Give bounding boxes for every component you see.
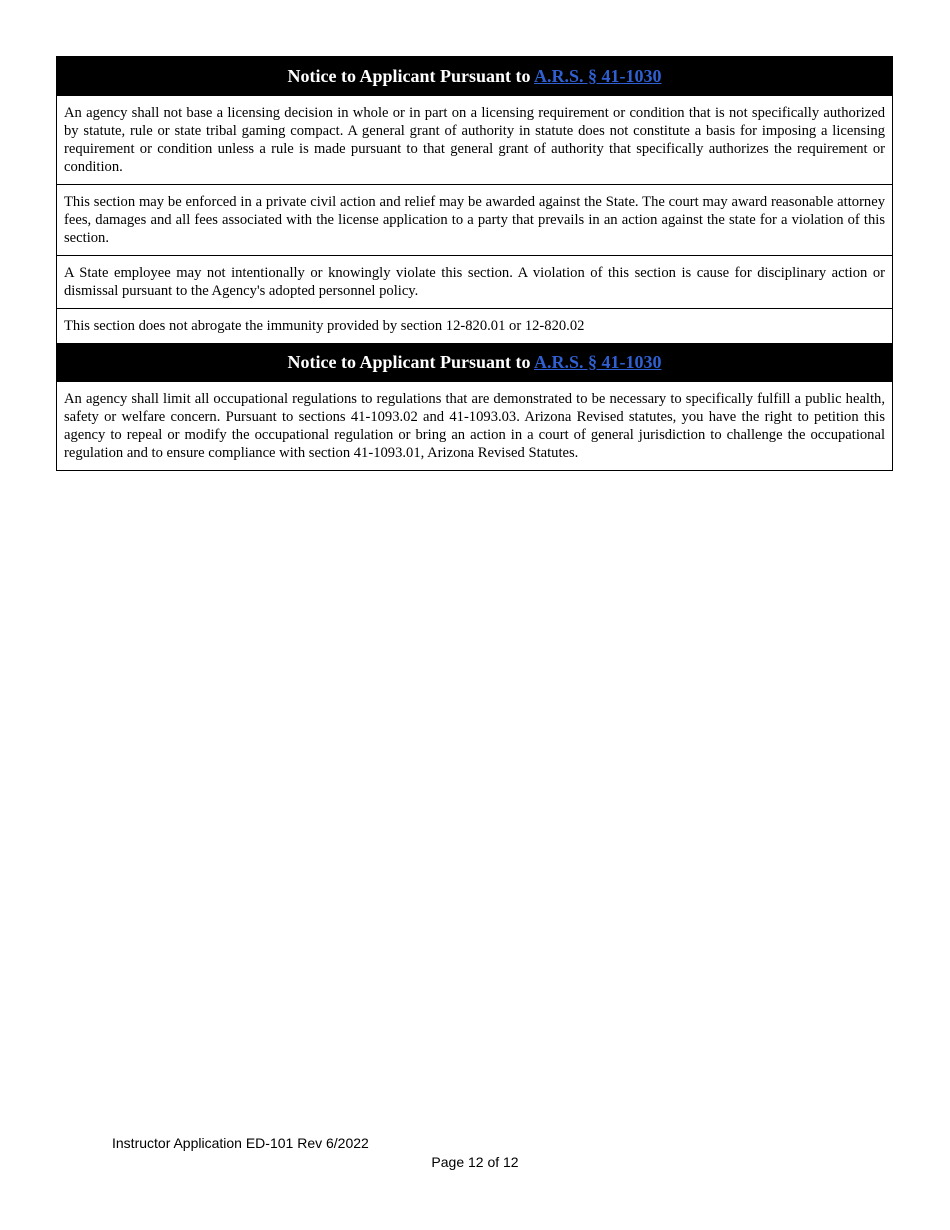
notice-paragraph-licensing-decision: An agency shall not base a licensing decision in whole or in part on a licensing requirement or condition that is not specifically authorized by statute, rule or state tribal gaming compact. A general grant of authority in statute does not constitute a basis for imposing a licensing requirement or condition unless a rule is made pursuant to that general grant of authority that specifically authorizes the requirement or condition. bbox=[64, 105, 885, 175]
notice-paragraph-occupational-regulations: An agency shall limit all occupational regulations to regulations that are demonstrated to be necessary to specifically fulfill a public health, safety or welfare concern. Pursuant to sections 41-1093.02 and 41-1093.03. Arizona Revised statutes, you have the right to petition this agency to repeal or modify the occupational regulation or bring an action in a court of general jurisdiction to challenge the occupational regulation and to ensure compliance with section 41-1093.01, Arizona Revised Statutes. bbox=[64, 391, 885, 461]
notice-header-text: Notice to Applicant Pursuant to bbox=[287, 352, 534, 372]
notice-paragraph-state-employee: A State employee may not intentionally or knowingly violate this section. A violation of this section is cause for disciplinary action or dismissal pursuant to the Agency's adopted personnel policy. bbox=[57, 255, 892, 308]
notice-table bbox=[56, 56, 893, 471]
ars-41-1030-link[interactable]: A.R.S. § 41-1030 bbox=[534, 66, 662, 86]
notice-paragraph-immunity: This section does not abrogate the immunity provided by section 12-820.01 or 12-820.02 bbox=[57, 308, 892, 343]
notice-header-1 bbox=[57, 57, 892, 96]
ars-41-1030-link[interactable]: A.R.S. § 41-1030 bbox=[534, 352, 662, 372]
footer-form-id: Instructor Application ED-101 Rev 6/2022 bbox=[112, 1135, 369, 1151]
notice-header-2 bbox=[57, 343, 892, 382]
notice-header-text: Notice to Applicant Pursuant to bbox=[287, 66, 534, 86]
footer-page-number: Page 12 of 12 bbox=[431, 1154, 519, 1170]
notice-paragraph-civil-action: This section may be enforced in a private civil action and relief may be awarded against the State. The court may award reasonable attorney fees, damages and all fees associated with the license application to a party that prevails in an action against the state for a violation of this section. bbox=[57, 184, 892, 255]
